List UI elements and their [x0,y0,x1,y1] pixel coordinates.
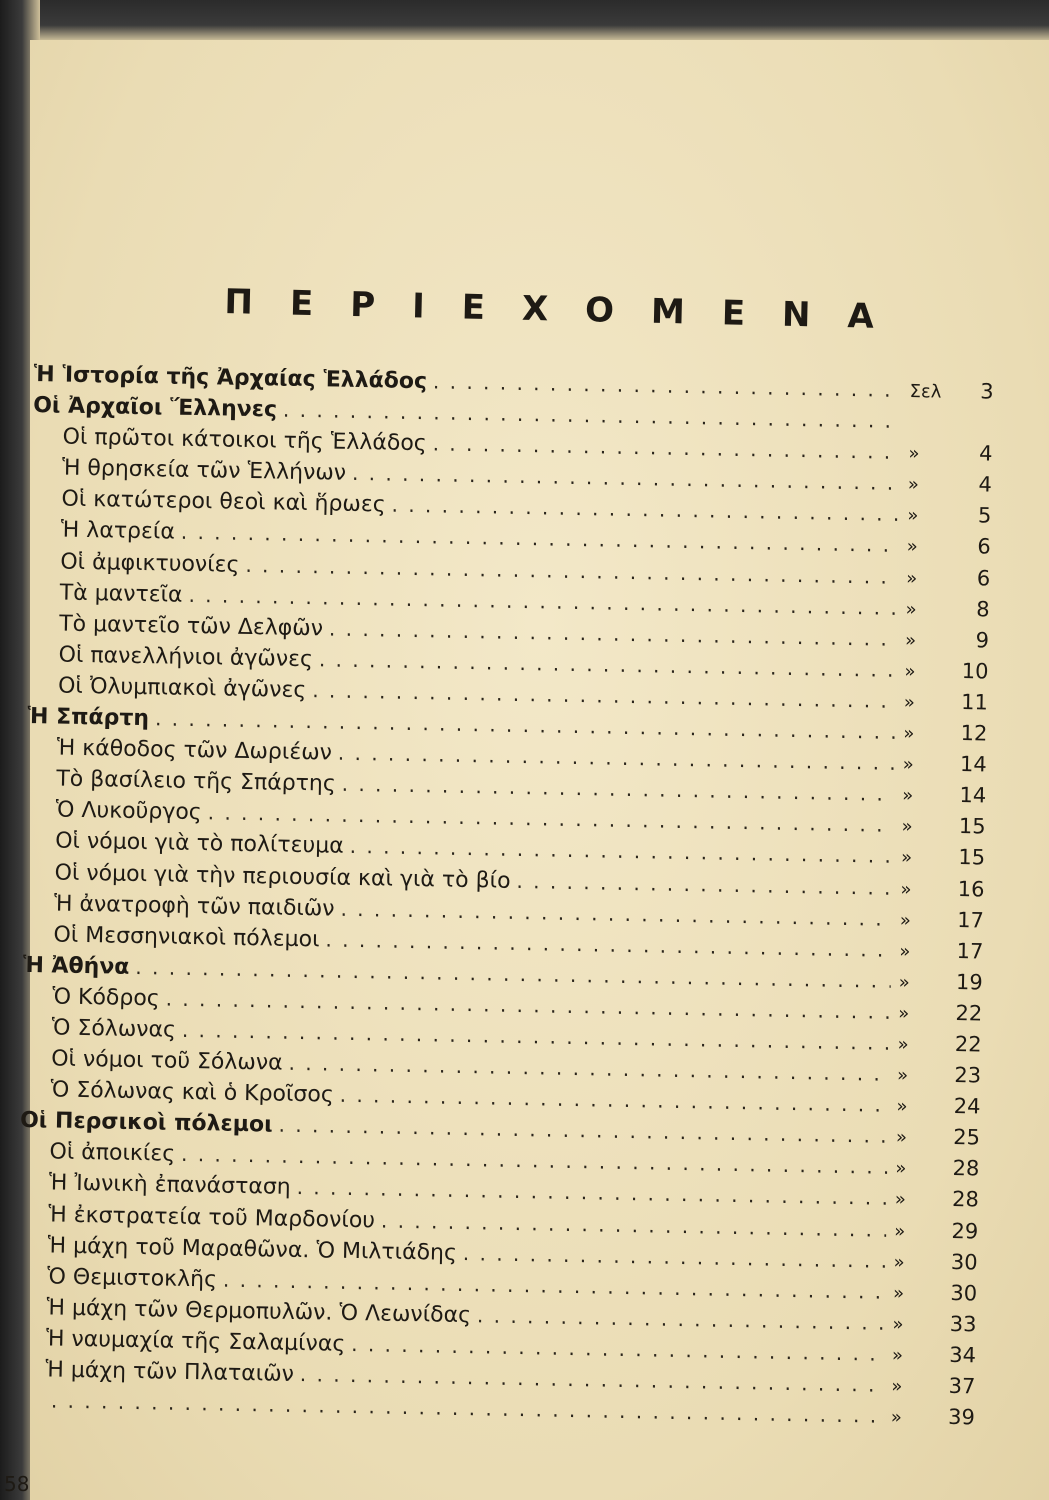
toc-page-number: 4 [978,472,993,497]
toc-entry-label: Ἡ Ἱστορία τῆς Ἀρχαίας Ἑλλάδος [33,362,428,395]
toc-page-marker: » [895,1158,907,1180]
toc-entry-label: Οἱ κατώτεροι θεοὶ καὶ ἥρωες [61,486,386,518]
toc-entry-label: Οἱ Ἀρχαῖοι Ἕλληνες [32,393,278,423]
toc-entry-label: Ἡ ἀνατροφὴ τῶν παιδιῶν [53,891,335,922]
toc-page-number: 24 [953,1094,981,1119]
toc-page-number: 17 [956,907,985,933]
toc-entry-label: Ὁ Θεμιστοκλῆς [47,1264,218,1293]
toc-entry-label: Ὁ Σόλωνας [51,1015,177,1043]
toc-page-number: 11 [960,689,989,715]
toc-page-marker: » [896,1096,908,1118]
toc-entry-label: Ἡ Ἀθήνα [22,952,130,980]
toc-page-marker: » [908,443,920,465]
toc-page-marker: » [904,660,916,683]
toc-entry-label: Ἡ μάχη τοῦ Μαραθῶνα. Ὁ Μιλτιάδης [47,1233,458,1266]
toc-entry-label: Οἱ Ὀλυμπιακοὶ ἀγῶνες [57,673,307,703]
toc-page-number: 34 [949,1342,977,1368]
toc-page-marker: » [905,598,917,620]
toc-page-marker: » [895,1127,908,1149]
toc-page-marker: » [907,505,919,527]
toc-page-marker: » [890,1406,903,1429]
toc-page-marker: » [904,629,917,651]
toc-page-number: 15 [958,814,986,839]
toc-entry-label [15,1407,45,1408]
toc-page-number: 37 [948,1373,976,1399]
toc-page-marker: » [898,971,910,993]
toc-entry-label: Οἱ ἀποικίες [49,1139,176,1168]
toc-page-marker: » [891,1344,904,1366]
toc-page-marker: » [894,1220,906,1242]
toc-page-marker: » [907,474,920,496]
toc-page-number: 39 [947,1405,976,1430]
toc-entry-label: Ἡ Σπάρτη [27,703,150,732]
toc-entry-label: Ἡ κάθοδος τῶν Δωριέων [56,735,333,766]
toc-entry-label: Οἱ πανελλήνιοι ἀγῶνες [58,642,314,673]
toc-page-number: 28 [952,1156,980,1181]
toc-entry-label: Οἱ Περσικοὶ πόλεμοι [19,1108,273,1138]
toc-page-number: 29 [951,1218,979,1243]
toc-page-number: 5 [977,503,992,528]
toc-page-number: 10 [961,658,989,684]
toc-page-number: 6 [977,534,991,560]
toc-page-marker: » [893,1251,905,1273]
toc-page-number: 4 [978,441,993,466]
toc-entry-label: Ὁ Σόλωνας καὶ ὁ Κροῖσος [50,1077,334,1108]
toc-page-marker: » [906,536,918,558]
toc-page-marker: » [899,940,911,962]
toc-page-marker: » [897,1033,909,1056]
page-title: ΠΕΡΙΕΧΟΜΕΝΑ [224,282,912,338]
toc-entry-label: Ἡ μάχη τῶν Πλαταιῶν [45,1357,295,1387]
toc-page-number: 3 [980,379,994,404]
toc-entry-label: Ἡ ναυμαχία τῆς Σαλαμίνας [45,1326,346,1357]
toc-page-number: 22 [955,1000,983,1026]
toc-page-number: 30 [950,1280,978,1306]
toc-entry-label: Οἱ νόμοι γιὰ τὴν περιουσία καὶ γιὰ τὸ βίο [54,859,511,894]
toc-page-marker: » [900,878,912,900]
toc-page-number: 19 [955,969,984,995]
toc-page-number: 9 [975,628,990,653]
toc-page-number: 22 [954,1031,982,1057]
toc-entry-label: Ἡ λατρεία [60,517,176,546]
corner-page-number: 58 [4,1472,30,1496]
toc-entry-label: Ἡ θρησκεία τῶν Ἑλλήνων [61,455,347,487]
toc-page-marker: » [891,1375,903,1398]
toc-entry-label: Τὸ βασίλειο τῆς Σπάρτης [56,766,336,797]
toc-entry-label: Ἡ Ἰωνικὴ ἐπανάσταση [48,1170,291,1201]
toc-entry-label: Οἱ νόμοι γιὰ τὸ πολίτευμα [54,828,344,860]
toc-page-marker: » [903,691,916,714]
toc-page-number: 15 [958,845,986,870]
toc-entry-label: Οἱ πρῶτοι κάτοικοι τῆς Ἑλλάδος [62,424,427,457]
toc-entry-label: Ἡ μάχη τῶν Θερμοπυλῶν. Ὁ Λεωνίδας [46,1295,472,1328]
toc-page-number: 8 [976,596,990,622]
toc-page-marker: » [892,1282,905,1304]
table-of-contents [15,362,994,1437]
toc-page-number [953,429,993,430]
toc-entry-label: Ὁ Λυκοῦργος [55,797,202,826]
toc-page-number: 17 [956,938,984,964]
toc-page-marker: » [896,1064,909,1087]
toc-entry-label: Τὸ μαντεῖο τῶν Δελφῶν [58,611,324,642]
toc-page-marker: » [900,847,913,869]
toc-page-marker: » [903,723,915,745]
page-top-edge [0,0,1049,42]
toc-page-marker: » [899,909,912,931]
toc-page-marker: » [894,1189,906,1211]
toc-entry-label: Οἱ νόμοι τοῦ Σόλωνα [51,1046,283,1076]
toc-page-number: 25 [952,1125,981,1150]
toc-page-number: 16 [957,876,985,902]
toc-entry-label: Οἱ Μεσσηνιακοὶ πόλεμοι [53,922,320,953]
toc-page-marker: » [905,567,918,589]
toc-page-number: 30 [950,1249,978,1275]
toc-page-number: 14 [959,783,987,808]
toc-page-marker: Σελ [909,381,942,403]
toc-entry-label: Οἱ ἀμφικτυονίες [60,549,240,578]
toc-page-marker: » [902,754,914,776]
toc-page-marker: » [892,1313,904,1335]
toc-page-marker: » [902,785,914,807]
toc-entry-label: Ὁ Κόδρος [52,984,160,1012]
toc-entry-label: Ἡ ἐκστρατεία τοῦ Μαρδονίου [48,1201,376,1233]
toc-page-number: 14 [959,752,988,777]
toc-entry-label: Τὰ μαντεῖα [59,580,183,608]
toc-page-number: 12 [960,721,988,746]
toc-page-marker: » [898,1002,910,1025]
toc-page-marker: » [901,816,913,838]
toc-page-number: 33 [949,1311,977,1337]
toc-page-number: 28 [951,1187,980,1212]
toc-page-number: 6 [976,565,991,591]
toc-page-marker [909,428,953,429]
toc-page-number: 23 [954,1063,982,1088]
